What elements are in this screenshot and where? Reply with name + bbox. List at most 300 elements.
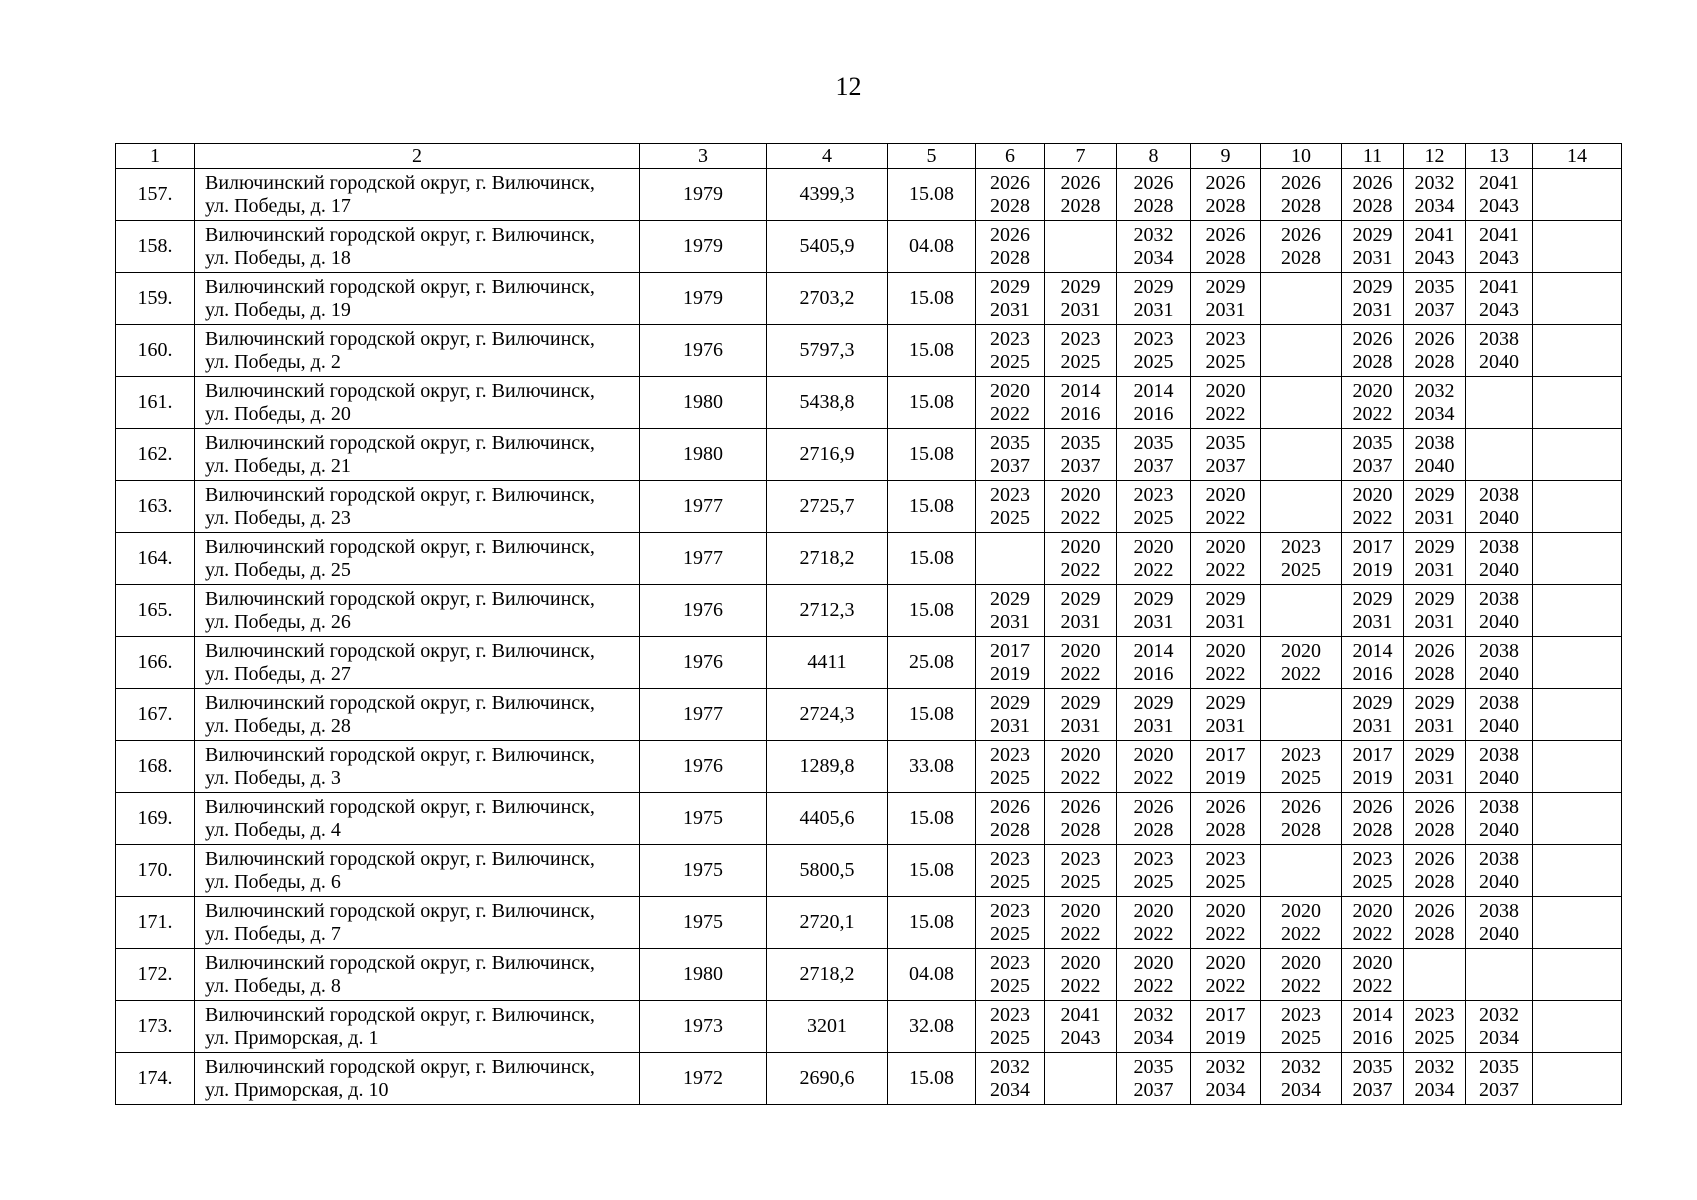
address-cell [195,689,640,741]
period-start-year: 2029 [1414,691,1455,714]
total-area: 2724,3 [767,689,888,741]
row-number: 164. [116,533,195,585]
period-end-year: 2034 [1414,194,1455,217]
address-cell [195,169,640,221]
address-line-municipality: Вилючинский городской округ, г. Вилючинск, [205,379,595,402]
period-col-7 [1045,169,1117,221]
period-col-12 [1404,169,1466,221]
period-col-9 [1191,221,1261,273]
period-end-year: 2025 [1133,350,1174,373]
period-col-8 [1117,533,1191,585]
code-cell: 33.08 [888,741,976,793]
period-start-year: 2029 [1414,483,1455,506]
period-col-13 [1466,273,1533,325]
address-cell [195,845,640,897]
period-end-year: 2022 [1205,922,1246,945]
period-col-8 [1117,169,1191,221]
period-end-year: 2028 [1133,194,1174,217]
period-start-year: 2014 [1133,379,1174,402]
address-line-municipality: Вилючинский городской округ, г. Вилючинск, [205,431,595,454]
address-line-street: ул. Победы, д. 21 [205,454,351,477]
period-end-year: 2022 [1060,974,1101,997]
period-col-12 [1404,585,1466,637]
period-start-year: 2029 [1205,691,1246,714]
build-year: 1975 [640,897,767,949]
column-number-6: 6 [976,144,1045,169]
period-col-10 [1261,585,1342,637]
period-start-year: 2038 [1479,795,1519,818]
period-end-year: 2016 [1060,402,1101,425]
period-col-8 [1117,949,1191,1001]
period-end-year: 2031 [1352,714,1393,737]
address-line-street: ул. Победы, д. 4 [205,818,341,841]
period-start-year: 2020 [1205,899,1246,922]
build-year: 1980 [640,949,767,1001]
period-end-year: 2019 [1352,558,1393,581]
period-start-year: 2026 [1281,223,1321,246]
period-col-10 [1261,325,1342,377]
period-end-year: 2028 [1414,922,1455,945]
period-start-year: 2014 [1060,379,1101,402]
period-col-11 [1342,533,1404,585]
period-start-year: 2014 [1352,639,1393,662]
period-start-year: 2032 [1133,223,1174,246]
period-start-year: 2032 [1414,171,1455,194]
code-cell: 15.08 [888,429,976,481]
build-year: 1980 [640,429,767,481]
period-start-year: 2026 [1352,171,1393,194]
period-col-12 [1404,741,1466,793]
period-end-year: 2028 [1414,662,1455,685]
column-number-5: 5 [888,144,976,169]
period-col-9 [1191,845,1261,897]
row-number: 158. [116,221,195,273]
period-end-year: 2031 [1133,714,1174,737]
address-cell [195,793,640,845]
period-col-13 [1466,1001,1533,1053]
period-col-10 [1261,533,1342,585]
address-line-municipality: Вилючинский городской округ, г. Вилючинск, [205,951,595,974]
period-col-13 [1466,1053,1533,1105]
period-col-12 [1404,689,1466,741]
period-start-year: 2038 [1479,743,1519,766]
period-end-year: 2031 [1060,714,1101,737]
period-end-year: 2022 [1281,662,1321,685]
period-col-14 [1533,949,1622,1001]
period-col-9 [1191,377,1261,429]
address-line-municipality: Вилючинский городской округ, г. Вилючинск, [205,535,595,558]
period-start-year: 2029 [1133,275,1174,298]
period-end-year: 2040 [1479,350,1519,373]
period-start-year: 2023 [990,899,1030,922]
period-end-year: 2028 [990,246,1030,269]
period-end-year: 2040 [1479,766,1519,789]
period-col-13 [1466,897,1533,949]
period-end-year: 2028 [1352,818,1393,841]
row-number: 157. [116,169,195,221]
period-start-year: 2032 [1205,1055,1246,1078]
period-start-year: 2020 [1133,899,1174,922]
period-col-6 [976,585,1045,637]
period-col-14 [1533,637,1622,689]
period-col-13 [1466,585,1533,637]
period-end-year: 2028 [1205,246,1246,269]
period-col-11 [1342,429,1404,481]
total-area: 2718,2 [767,949,888,1001]
column-number-13: 13 [1466,144,1533,169]
period-end-year: 2031 [1133,298,1174,321]
period-end-year: 2025 [990,506,1030,529]
period-end-year: 2019 [990,662,1030,685]
code-cell: 25.08 [888,637,976,689]
total-area: 4411 [767,637,888,689]
address-line-street: ул. Победы, д. 3 [205,766,341,789]
build-year: 1973 [640,1001,767,1053]
table-row [116,793,1622,845]
period-start-year: 2023 [1414,1003,1455,1026]
period-col-12 [1404,429,1466,481]
period-end-year: 2025 [990,350,1030,373]
address-cell [195,741,640,793]
period-col-11 [1342,949,1404,1001]
period-start-year: 2032 [1281,1055,1321,1078]
address-line-municipality: Вилючинский городской округ, г. Вилючинск, [205,587,595,610]
period-end-year: 2043 [1479,194,1519,217]
period-start-year: 2020 [1133,535,1174,558]
period-col-11 [1342,689,1404,741]
code-cell: 15.08 [888,689,976,741]
period-end-year: 2040 [1479,714,1519,737]
period-col-6 [976,221,1045,273]
address-line-municipality: Вилючинский городской округ, г. Вилючинск, [205,847,595,870]
code-cell: 04.08 [888,221,976,273]
period-col-6 [976,325,1045,377]
period-col-11 [1342,897,1404,949]
period-col-6 [976,741,1045,793]
period-col-7 [1045,377,1117,429]
column-number-row [116,144,1622,169]
total-area: 2703,2 [767,273,888,325]
period-end-year: 2028 [1060,818,1101,841]
table-row [116,325,1622,377]
code-cell: 15.08 [888,533,976,585]
period-end-year: 2028 [990,818,1030,841]
period-col-13 [1466,689,1533,741]
period-col-6 [976,1053,1045,1105]
total-area: 3201 [767,1001,888,1053]
address-cell [195,221,640,273]
code-cell: 15.08 [888,1053,976,1105]
period-col-11 [1342,273,1404,325]
period-col-14 [1533,169,1622,221]
period-start-year: 2023 [990,1003,1030,1026]
period-end-year: 2028 [1281,818,1321,841]
period-end-year: 2040 [1479,818,1519,841]
address-line-municipality: Вилючинский городской округ, г. Вилючинск, [205,1003,595,1026]
period-col-9 [1191,897,1261,949]
period-start-year: 2023 [1133,847,1174,870]
address-line-street: ул. Победы, д. 2 [205,350,341,373]
period-col-13 [1466,949,1533,1001]
column-number-4: 4 [767,144,888,169]
period-start-year: 2038 [1479,535,1519,558]
period-start-year: 2029 [990,275,1030,298]
build-year: 1976 [640,637,767,689]
address-cell [195,949,640,1001]
period-start-year: 2026 [1281,795,1321,818]
period-end-year: 2043 [1479,298,1519,321]
period-end-year: 2043 [1414,246,1455,269]
row-number: 163. [116,481,195,533]
period-col-11 [1342,377,1404,429]
period-end-year: 2040 [1479,610,1519,633]
period-end-year: 2037 [990,454,1030,477]
total-area: 2725,7 [767,481,888,533]
period-col-11 [1342,1001,1404,1053]
period-start-year: 2020 [1352,379,1393,402]
period-start-year: 2035 [1479,1055,1519,1078]
table-row [116,481,1622,533]
period-col-12 [1404,845,1466,897]
period-start-year: 2020 [1060,899,1101,922]
period-col-9 [1191,689,1261,741]
period-start-year: 2026 [990,795,1030,818]
period-start-year: 2023 [1205,847,1246,870]
period-start-year: 2023 [1205,327,1246,350]
build-year: 1976 [640,585,767,637]
period-start-year: 2020 [1133,743,1174,766]
period-start-year: 2032 [1133,1003,1174,1026]
period-end-year: 2022 [1060,506,1101,529]
period-start-year: 2020 [1205,379,1246,402]
period-end-year: 2037 [1205,454,1246,477]
period-end-year: 2028 [1414,870,1455,893]
address-cell [195,1053,640,1105]
period-start-year: 2020 [1060,743,1101,766]
period-end-year: 2037 [1133,454,1174,477]
row-number: 167. [116,689,195,741]
period-start-year: 2020 [1205,639,1246,662]
period-start-year: 2026 [1352,327,1393,350]
column-number-7: 7 [1045,144,1117,169]
period-col-9 [1191,741,1261,793]
period-col-9 [1191,793,1261,845]
column-number-8: 8 [1117,144,1191,169]
period-col-8 [1117,377,1191,429]
period-start-year: 2026 [1205,171,1246,194]
period-end-year: 2022 [1205,974,1246,997]
period-col-10 [1261,637,1342,689]
period-start-year: 2020 [1060,951,1101,974]
period-end-year: 2037 [1133,1078,1174,1101]
column-number-10: 10 [1261,144,1342,169]
period-start-year: 2038 [1414,431,1455,454]
row-number: 173. [116,1001,195,1053]
period-start-year: 2023 [1133,327,1174,350]
period-col-11 [1342,169,1404,221]
period-end-year: 2028 [1281,194,1321,217]
address-line-municipality: Вилючинский городской округ, г. Вилючинск, [205,223,595,246]
period-col-10 [1261,273,1342,325]
total-area: 2718,2 [767,533,888,585]
period-end-year: 2037 [1060,454,1101,477]
period-col-9 [1191,1053,1261,1105]
period-col-10 [1261,1001,1342,1053]
period-start-year: 2020 [1352,951,1393,974]
period-col-11 [1342,221,1404,273]
period-col-10 [1261,793,1342,845]
period-col-7 [1045,949,1117,1001]
build-year: 1975 [640,793,767,845]
period-col-7 [1045,793,1117,845]
period-start-year: 2038 [1479,587,1519,610]
period-col-11 [1342,845,1404,897]
period-end-year: 2031 [990,298,1030,321]
total-area: 2690,6 [767,1053,888,1105]
period-end-year: 2025 [1281,558,1321,581]
period-end-year: 2025 [1414,1026,1455,1049]
code-cell: 15.08 [888,481,976,533]
period-col-9 [1191,169,1261,221]
period-start-year: 2029 [1205,587,1246,610]
period-col-13 [1466,481,1533,533]
period-start-year: 2032 [1414,379,1455,402]
period-start-year: 2029 [990,587,1030,610]
period-col-6 [976,897,1045,949]
period-col-6 [976,845,1045,897]
period-end-year: 2025 [1281,766,1321,789]
period-end-year: 2037 [1352,454,1393,477]
period-end-year: 2031 [1205,610,1246,633]
period-end-year: 2025 [990,974,1030,997]
period-start-year: 2020 [1281,639,1321,662]
address-cell [195,897,640,949]
period-start-year: 2023 [1281,535,1321,558]
period-start-year: 2020 [1060,639,1101,662]
period-end-year: 2019 [1352,766,1393,789]
period-col-12 [1404,1001,1466,1053]
period-end-year: 2019 [1205,1026,1246,1049]
period-col-11 [1342,637,1404,689]
address-cell [195,637,640,689]
total-area: 2716,9 [767,429,888,481]
period-start-year: 2035 [1414,275,1455,298]
code-cell: 15.08 [888,377,976,429]
period-end-year: 2028 [1352,350,1393,373]
period-col-14 [1533,429,1622,481]
total-area: 5405,9 [767,221,888,273]
period-start-year: 2026 [1414,639,1455,662]
period-start-year: 2038 [1479,639,1519,662]
period-end-year: 2016 [1133,662,1174,685]
address-line-municipality: Вилючинский городской округ, г. Вилючинск, [205,743,595,766]
code-cell: 15.08 [888,273,976,325]
table-row [116,585,1622,637]
column-number-9: 9 [1191,144,1261,169]
address-line-municipality: Вилючинский городской округ, г. Вилючинск, [205,483,595,506]
period-col-8 [1117,221,1191,273]
period-start-year: 2029 [1414,587,1455,610]
address-cell [195,325,640,377]
address-cell [195,1001,640,1053]
period-start-year: 2038 [1479,847,1519,870]
period-start-year: 2035 [1060,431,1101,454]
period-col-6 [976,793,1045,845]
period-col-9 [1191,533,1261,585]
period-start-year: 2017 [1205,743,1246,766]
period-start-year: 2029 [1133,691,1174,714]
total-area: 5800,5 [767,845,888,897]
period-start-year: 2023 [990,483,1030,506]
code-cell: 15.08 [888,845,976,897]
period-start-year: 2020 [1205,535,1246,558]
period-col-12 [1404,637,1466,689]
period-start-year: 2035 [1352,1055,1393,1078]
build-year: 1977 [640,689,767,741]
period-col-7 [1045,845,1117,897]
period-col-6 [976,273,1045,325]
row-number: 162. [116,429,195,481]
period-start-year: 2026 [1414,847,1455,870]
table-row [116,1053,1622,1105]
period-end-year: 2022 [1205,662,1246,685]
address-cell [195,533,640,585]
period-end-year: 2022 [1060,922,1101,945]
column-number-11: 11 [1342,144,1404,169]
registry-table [115,143,1622,1105]
period-start-year: 2041 [1479,171,1519,194]
period-col-6 [976,637,1045,689]
period-end-year: 2022 [1133,766,1174,789]
period-col-8 [1117,1001,1191,1053]
period-col-14 [1533,897,1622,949]
period-col-11 [1342,325,1404,377]
period-col-9 [1191,325,1261,377]
period-end-year: 2034 [1205,1078,1246,1101]
period-end-year: 2031 [1414,558,1455,581]
period-start-year: 2026 [1133,171,1174,194]
period-start-year: 2029 [1060,587,1101,610]
period-start-year: 2017 [1352,743,1393,766]
total-area: 1289,8 [767,741,888,793]
address-line-municipality: Вилючинский городской округ, г. Вилючинск, [205,899,595,922]
period-col-13 [1466,325,1533,377]
period-start-year: 2026 [1414,795,1455,818]
address-cell [195,481,640,533]
address-line-street: ул. Победы, д. 28 [205,714,351,737]
period-col-12 [1404,377,1466,429]
period-end-year: 2025 [1205,870,1246,893]
period-end-year: 2040 [1479,662,1519,685]
period-col-6 [976,689,1045,741]
build-year: 1977 [640,533,767,585]
period-col-10 [1261,897,1342,949]
period-end-year: 2022 [1281,974,1321,997]
period-end-year: 2034 [1479,1026,1519,1049]
period-end-year: 2016 [1352,1026,1393,1049]
period-start-year: 2014 [1352,1003,1393,1026]
address-cell [195,429,640,481]
address-line-street: ул. Победы, д. 18 [205,246,351,269]
code-cell: 04.08 [888,949,976,1001]
period-start-year: 2020 [1205,483,1246,506]
address-cell [195,585,640,637]
table-row [116,377,1622,429]
period-end-year: 2043 [1060,1026,1101,1049]
period-start-year: 2020 [1352,483,1393,506]
period-col-7 [1045,1001,1117,1053]
address-line-street: ул. Победы, д. 6 [205,870,341,893]
